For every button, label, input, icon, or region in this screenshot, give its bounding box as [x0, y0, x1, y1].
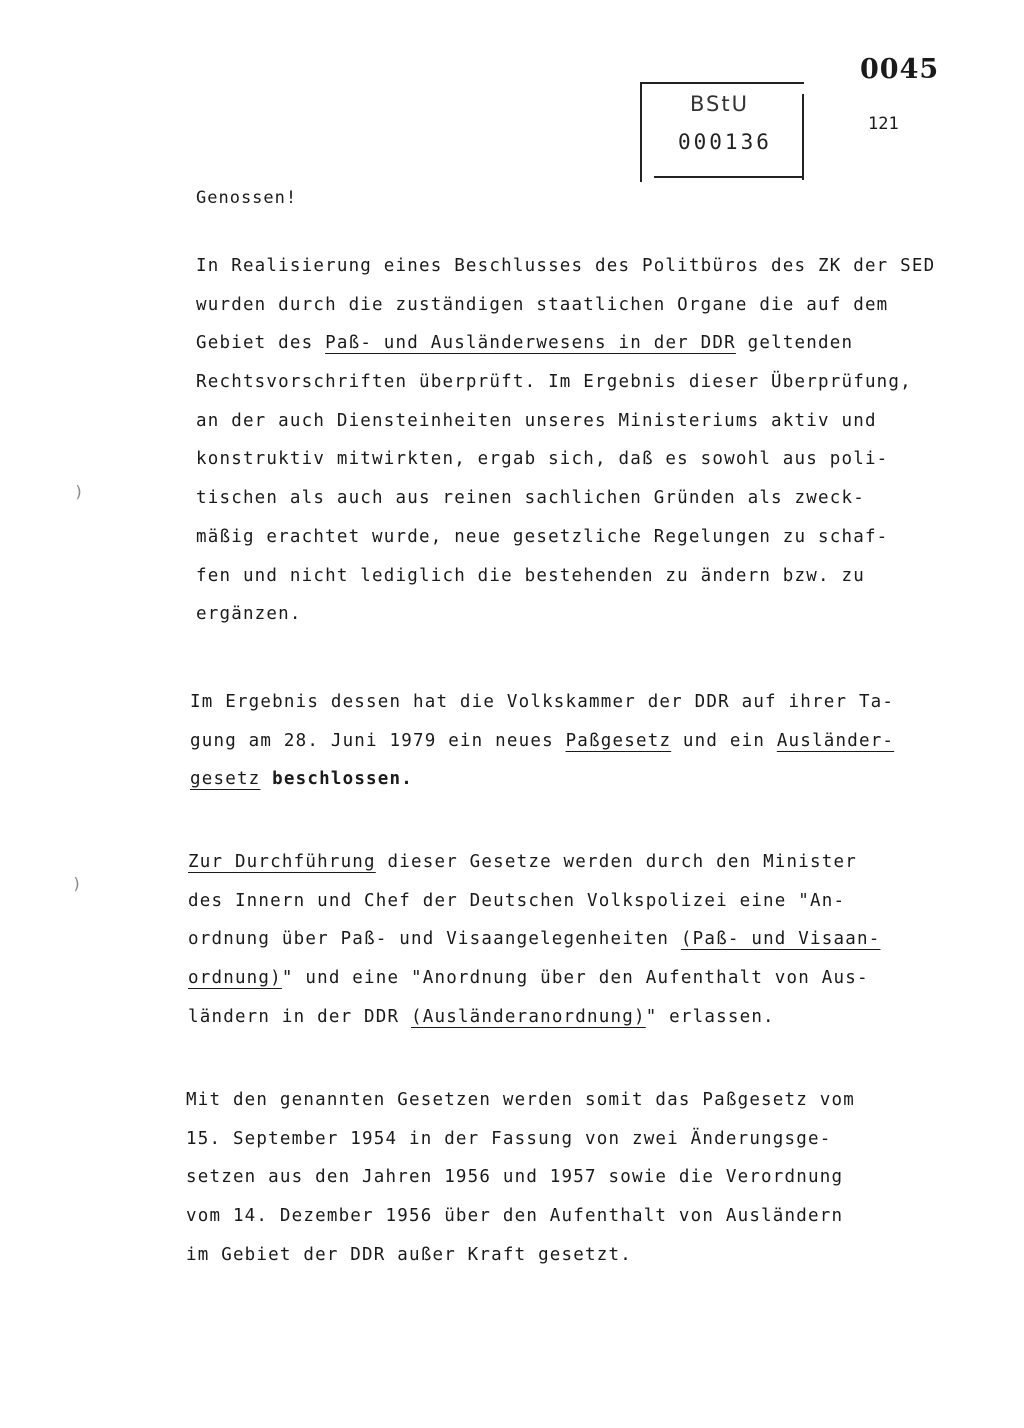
text-line	[186, 1129, 855, 1168]
text-line	[196, 411, 935, 450]
text-run: " und eine "Anordnung über den Aufenthalt von Aus-	[281, 968, 869, 989]
text-line	[190, 731, 894, 770]
text-line	[186, 1090, 855, 1129]
text-run: Gebiet des	[196, 333, 326, 354]
text-run: tischen als auch aus reinen sachlichen Gründen als zweck-	[196, 488, 865, 509]
text-run: geltenden	[735, 333, 854, 354]
text-run: und ein	[671, 730, 777, 751]
underlined-text: Paßgesetz	[565, 730, 672, 751]
underlined-text: Zur Durchführung	[188, 852, 376, 872]
text-line	[196, 372, 935, 411]
text-line	[186, 1206, 855, 1245]
text-run: im Gebiet der DDR außer Kraft gesetzt.	[186, 1244, 632, 1265]
text-run: mäßig erachtet wurde, neue gesetzliche Regelungen zu schaf-	[196, 526, 889, 547]
stamp-agency: BStU	[690, 92, 749, 116]
text-run: setzen aus den Jahren 1956 und 1957 sowie die Verordnung	[186, 1167, 844, 1188]
text-line	[196, 449, 935, 488]
text-line	[196, 604, 935, 643]
text-run: Im Ergebnis dessen hat die Volkskammer der DDR auf ihrer Ta-	[190, 692, 895, 712]
text-run: konstruktiv mitwirkten, ergab sich, daß es sowohl aus poli-	[196, 449, 889, 470]
paragraph-1	[196, 256, 935, 643]
text-line	[190, 692, 894, 731]
paragraph-2	[190, 692, 894, 808]
text-run: fen und nicht lediglich die bestehenden zu ändern bzw. zu	[196, 565, 865, 586]
paragraph-3	[188, 852, 880, 1045]
text-line	[196, 566, 935, 605]
underlined-text: gesetz	[190, 769, 261, 790]
folio-number: 0045	[860, 54, 940, 85]
text-line	[188, 891, 880, 930]
text-run	[260, 769, 272, 789]
text-run: In Realisierung eines Beschlusses des Politbüros des ZK der SED	[196, 256, 936, 276]
page-number: 121	[868, 114, 899, 134]
text-line	[196, 295, 935, 334]
text-line	[190, 769, 894, 808]
text-run: dieser Gesetze werden durch den Minister	[375, 852, 857, 872]
text-run: Mit den genannten Gesetzen werden somit das Paßgesetz vom	[186, 1090, 855, 1110]
text-line	[188, 929, 880, 968]
margin-mark: )	[72, 874, 82, 893]
text-run: ordnung über Paß- und Visaangelegenheiten	[188, 929, 681, 950]
text-run: des Innern und Chef der Deutschen Volkspolizei eine "An-	[188, 890, 846, 911]
underlined-text: (Paß- und Visaan-	[680, 929, 881, 950]
underlined-text: Paß- und Ausländerwesens in der DDR	[325, 333, 736, 354]
margin-mark: )	[74, 482, 84, 501]
text-line	[196, 333, 935, 372]
archive-stamp	[640, 82, 804, 182]
text-line	[188, 1007, 880, 1046]
text-run: 15. September 1954 in der Fassung von zwei Änderungsge-	[186, 1128, 832, 1149]
text-run: an der auch Diensteinheiten unseres Ministeriums aktiv und	[196, 410, 877, 431]
salutation: Genossen!	[196, 188, 298, 208]
text-run: vom 14. Dezember 1956 über den Aufenthalt von Ausländern	[186, 1206, 844, 1227]
text-line	[196, 256, 935, 295]
text-line	[186, 1245, 855, 1284]
text-line	[196, 527, 935, 566]
underlined-text: Ausländer-	[776, 730, 895, 751]
underlined-text: (Ausländeranordnung)	[410, 1006, 646, 1027]
paragraph-4	[186, 1090, 855, 1283]
bold-text: beschlossen.	[272, 769, 414, 790]
text-run: ergänzen.	[196, 604, 302, 625]
text-line	[188, 968, 880, 1007]
text-run: Rechtsvorschriften überprüft. Im Ergebnis dieser Überprüfung,	[196, 372, 912, 393]
underlined-text: ordnung)	[188, 968, 282, 989]
text-run: wurden durch die zuständigen staatlichen Organe die auf dem	[196, 294, 889, 315]
text-line	[186, 1167, 855, 1206]
text-run: gung am 28. Juni 1979 ein neues	[190, 730, 566, 751]
stamp-number: 000136	[678, 130, 772, 154]
text-line	[196, 488, 935, 527]
text-line	[188, 852, 880, 891]
text-run: " erlassen.	[645, 1006, 775, 1027]
text-run: ländern in der DDR	[188, 1006, 411, 1027]
